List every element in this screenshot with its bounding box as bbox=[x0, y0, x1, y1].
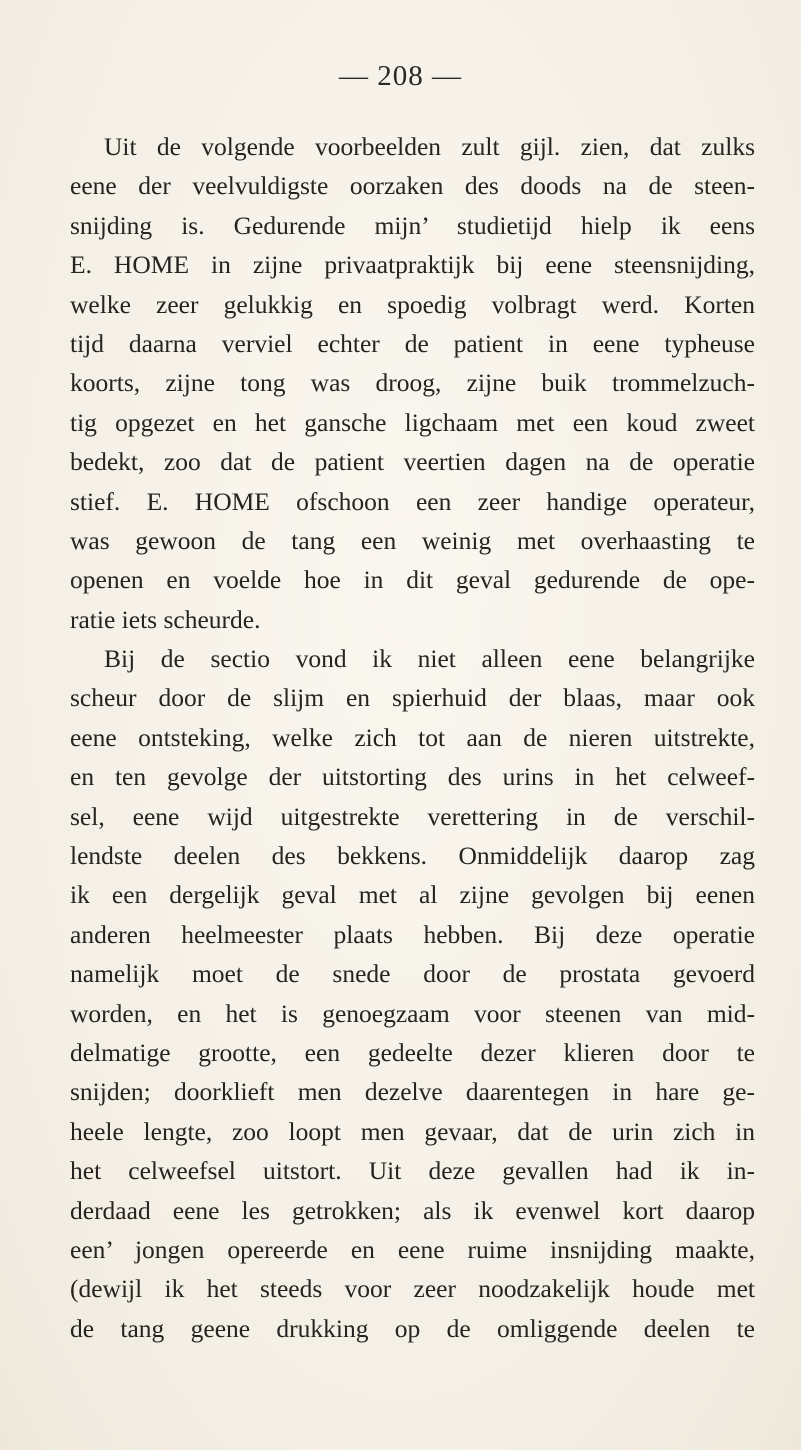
page-number: — 208 — bbox=[339, 60, 462, 92]
text-line: snijding is. Gedurende mijn’ studietijd hielp ik eens bbox=[70, 210, 755, 240]
text-line: het celweefsel uitstort. Uit deze gevallen had ik in- bbox=[70, 1156, 755, 1186]
text-line: worden, en het is genoegzaam voor steenen van mid- bbox=[70, 998, 755, 1028]
text-line: eene der veelvuldigste oorzaken des doods na de steen- bbox=[70, 171, 755, 201]
text-line: ik een dergelijk geval met al zijne gevolgen bij eenen bbox=[70, 880, 755, 910]
text-line: stief. E. HOME ofschoon een zeer handige operateur, bbox=[70, 486, 755, 516]
text-line: tig opgezet en het gansche ligchaam met een koud zweet bbox=[70, 407, 755, 437]
text-line: tijd daarna verviel echter de patient in eene typheuse bbox=[70, 328, 755, 358]
text-line: Uit de volgende voorbeelden zult gijl. zien, dat zulks bbox=[104, 132, 755, 161]
text-line: namelijk moet de snede door de prostata gevoerd bbox=[70, 959, 755, 989]
text-line: openen en voelde hoe in dit geval gedurende de ope- bbox=[70, 565, 755, 595]
text-line: (dewijl ik het steeds voor zeer noodzakelijk houde met bbox=[70, 1274, 755, 1304]
text-line: de tang geene drukking op de omliggende deelen te bbox=[70, 1313, 755, 1343]
text-line: scheur door de slijm en spierhuid der blaas, maar ook bbox=[70, 683, 755, 713]
text-line: E. HOME in zijne privaatpraktijk bij eene steensnijding, bbox=[70, 250, 755, 280]
text-line: was gewoon de tang een weinig met overhaasting te bbox=[70, 525, 755, 555]
text-line: heele lengte, zoo loopt men gevaar, dat de urin zich in bbox=[70, 1116, 755, 1146]
text-line: bedekt, zoo dat de patient veertien dagen na de operatie bbox=[70, 447, 755, 477]
body-text bbox=[70, 127, 755, 1348]
text-line: delmatige grootte, een gedeelte dezer klieren door te bbox=[70, 1037, 755, 1067]
text-line: derdaad eene les getrokken; als ik evenwel kort daarop bbox=[70, 1195, 755, 1225]
text-line: snijden; doorklieft men dezelve daarentegen in hare ge- bbox=[70, 1077, 755, 1107]
text-line: koorts, zijne tong was droog, zijne buik trommelzuch- bbox=[70, 368, 755, 398]
text-line: en ten gevolge der uitstorting des urins in het celweef- bbox=[70, 762, 755, 792]
text-line: een’ jongen opereerde en eene ruime insnijding maakte, bbox=[70, 1234, 755, 1264]
text-line: anderen heelmeester plaats hebben. Bij deze operatie bbox=[70, 919, 755, 949]
text-line: Bij de sectio vond ik niet alleen eene belangrijke bbox=[104, 644, 755, 674]
text-line: welke zeer gelukkig en spoedig volbragt werd. Korten bbox=[70, 289, 755, 319]
text-line: sel, eene wijd uitgestrekte verettering in de verschil- bbox=[70, 801, 755, 831]
text-line: lendste deelen des bekkens. Onmiddelijk daarop zag bbox=[70, 841, 755, 871]
text-line: eene ontsteking, welke zich tot aan de nieren uitstrekte, bbox=[70, 722, 755, 752]
text-line: ratie iets scheurde. bbox=[70, 604, 261, 634]
